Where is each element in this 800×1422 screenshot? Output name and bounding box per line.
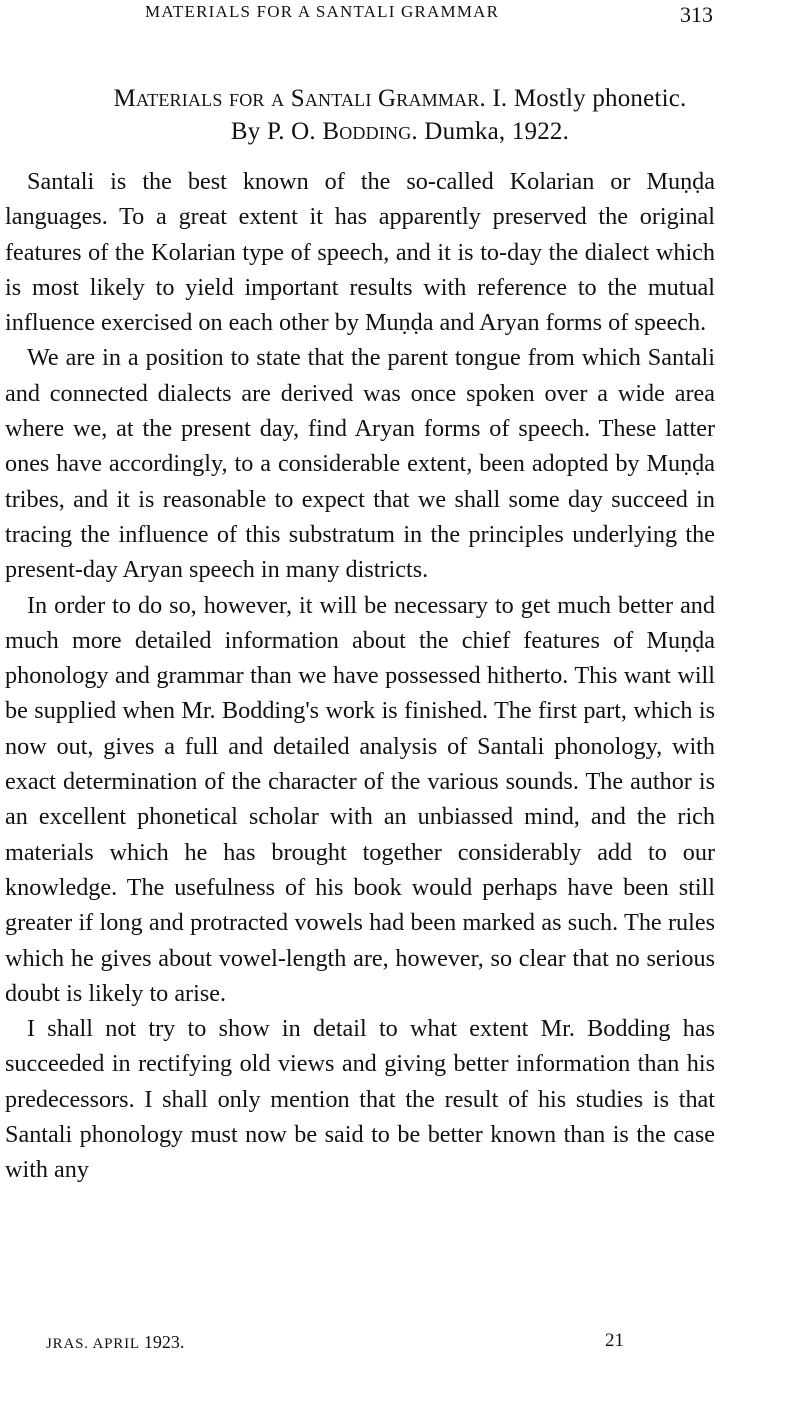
book-subtitle: I. Mostly phonetic. bbox=[485, 85, 687, 112]
paragraph-4: I shall not try to show in detail to what extent Mr. Bodding has succeeded in rectifying old views and giving better information than his predecessors. I shall only mention that the result of his studies is that Santali phonology must now be said to be better known than is the case with any bbox=[5, 1015, 715, 1184]
journal-name: JRAS. APRIL bbox=[46, 1336, 140, 1352]
review-body bbox=[5, 164, 715, 1188]
byline-prefix: By P. O. bbox=[230, 118, 323, 145]
book-title: Materials for a Santali Grammar. bbox=[113, 85, 486, 112]
publication-info: Dumka, 1922. bbox=[417, 118, 570, 145]
journal-year: 1923. bbox=[143, 1332, 185, 1352]
journal-signature bbox=[46, 1332, 184, 1353]
review-heading bbox=[0, 82, 800, 148]
author-name: Bodding. bbox=[322, 118, 418, 145]
running-head bbox=[0, 2, 800, 28]
paragraph-2: We are in a position to state that the parent tongue from which Santali and connected dialects are derived was once spoken over a wide area where we, at the present day, find Aryan forms of speech. These latter ones have accordingly, to a considerable extent, been adopted by Muṇḍa tribes, and it is reasonable to expect that we shall some day succeed in tracing the influence of this substratum in the principles underlying the present-day Aryan speech in many districts. bbox=[5, 344, 715, 584]
paragraph-1: Santali is the best known of the so-called Kolarian or Muṇḍa languages. To a great extent it has apparently preserved the original features of the Kolarian type of speech, and it is to-day the dialect which is most likely to yield important results with reference to the mutual influence exercised on each other by Muṇḍa and Aryan forms of speech. bbox=[5, 168, 715, 337]
review-title-line bbox=[0, 82, 800, 115]
signature-mark: 21 bbox=[605, 1330, 624, 1351]
page-footer bbox=[0, 1332, 800, 1362]
paragraph-3: In order to do so, however, it will be necessary to get much better and much more detailed information about the chief features of Muṇḍa phonology and grammar than we have possessed hitherto. This want will be supplied when Mr. Bodding's work is finished. The first part, which is now out, gives a full and detailed analysis of Santali phonology, with exact determination of the character of the various sounds. The author is an excellent phonetical scholar with an unbiassed mind, and the rich materials which he has brought together considerably add to our knowledge. The usefulness of his book would perhaps have been still greater if long and protracted vowels had been marked as such. The rules which he gives about vowel-length are, however, so clear that no serious doubt is likely to arise. bbox=[5, 591, 715, 1007]
running-title: MATERIALS FOR A SANTALI GRAMMAR bbox=[145, 2, 500, 21]
page-number: 313 bbox=[680, 2, 713, 27]
review-byline bbox=[0, 115, 800, 148]
